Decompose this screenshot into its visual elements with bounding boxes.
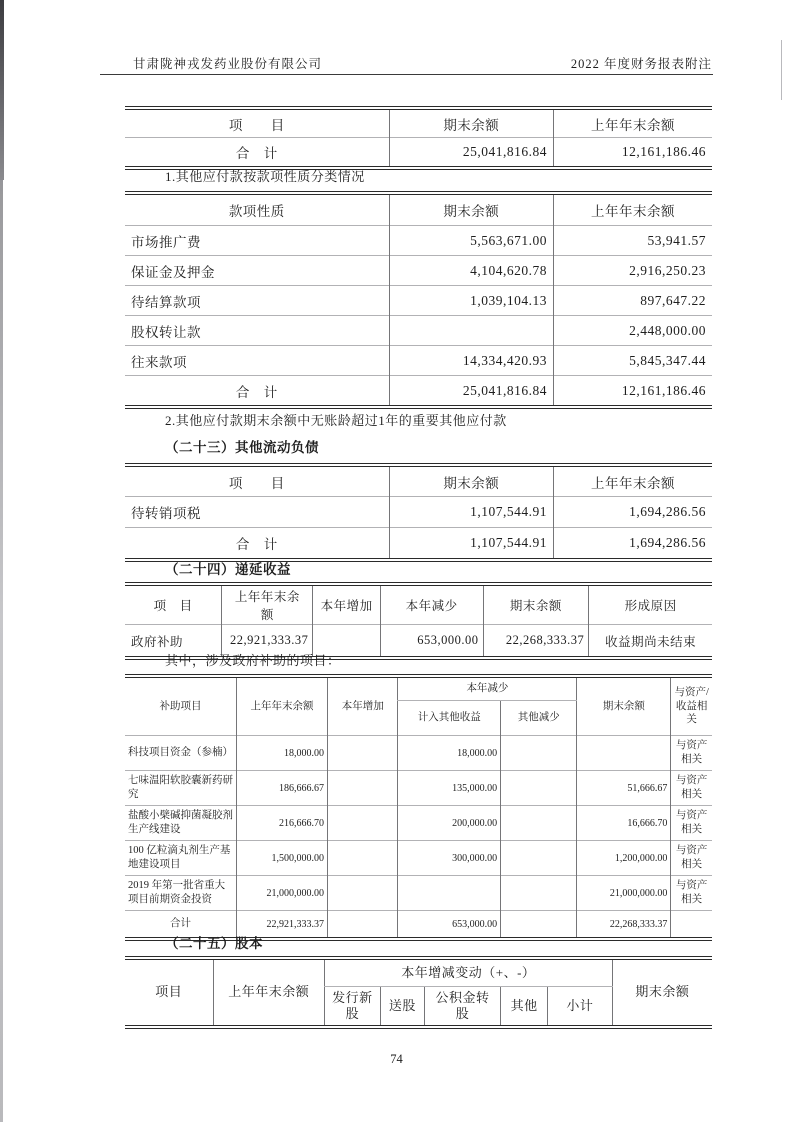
amount-cell: 2,916,250.23 — [554, 256, 713, 286]
table-row — [125, 771, 712, 806]
col-header-current: 期末余额 — [389, 467, 553, 497]
amount-cell: 18,000.00 — [398, 736, 501, 771]
table-row — [125, 346, 712, 376]
col-header-decrease-income: 计入其他收益 — [398, 701, 501, 736]
amount-cell — [501, 911, 577, 938]
payables-by-nature-table — [125, 191, 712, 409]
government-subsidy-table — [125, 674, 712, 941]
row-label: 2019 年第一批省重大项目前期资金投资 — [125, 876, 237, 911]
amount-cell: 22,921,333.37 — [237, 911, 328, 938]
col-header-subsidy-item: 补助项目 — [159, 700, 202, 712]
amount-cell: 21,000,000.00 — [237, 876, 328, 911]
total-label: 合 计 — [125, 528, 389, 559]
col-header-subtotal: 小计 — [548, 987, 613, 1026]
amount-cell: 1,694,286.56 — [554, 528, 713, 559]
col-header-nature: 款项性质 — [228, 204, 285, 219]
row-label: 政府补助 — [125, 625, 222, 657]
header-rule — [100, 74, 713, 75]
relation-cell: 与资产相关 — [671, 841, 712, 876]
amount-cell — [389, 316, 553, 346]
col-header-item: 项 目 — [153, 599, 193, 613]
amount-cell: 25,041,816.84 — [389, 138, 553, 167]
table-header-row — [125, 586, 712, 625]
amount-cell — [328, 911, 398, 938]
col-header-bonus-shares: 送股 — [380, 987, 424, 1026]
row-label: 盐酸小檗碱抑菌凝胶剂生产线建设 — [125, 806, 237, 841]
col-header-prior: 上年年末余额 — [554, 467, 713, 497]
table-row — [125, 841, 712, 876]
table-header-row-group — [125, 678, 712, 701]
amount-cell: 5,845,347.44 — [554, 346, 713, 376]
col-header-other: 其他 — [501, 987, 548, 1026]
amount-cell: 2,448,000.00 — [554, 316, 713, 346]
total-row — [125, 528, 712, 559]
col-header-reason: 形成原因 — [589, 586, 712, 625]
amount-cell: 300,000.00 — [398, 841, 501, 876]
amount-cell: 12,161,186.46 — [554, 376, 713, 406]
col-header-ending: 期末余额 — [612, 960, 712, 1025]
amount-cell: 4,104,620.78 — [389, 256, 553, 286]
table-row — [125, 226, 712, 256]
other-payables-total-table — [125, 106, 712, 170]
amount-cell — [328, 736, 398, 771]
total-row — [125, 376, 712, 406]
amount-cell: 12,161,186.46 — [554, 138, 713, 167]
relation-cell: 与资产相关 — [671, 771, 712, 806]
amount-cell — [328, 841, 398, 876]
amount-cell: 16,666.70 — [577, 806, 671, 841]
table-header-row — [125, 195, 712, 226]
relation-cell — [671, 911, 712, 938]
amount-cell — [328, 806, 398, 841]
col-header-item: 项 目 — [228, 117, 285, 133]
amount-cell: 18,000.00 — [237, 736, 328, 771]
amount-cell: 1,039,104.13 — [389, 286, 553, 316]
amount-cell: 1,200,000.00 — [577, 841, 671, 876]
col-header-current: 期末余额 — [389, 195, 553, 226]
amount-cell: 53,941.57 — [554, 226, 713, 256]
note-no-aged-payables: 2.其他应付款期末余额中无账龄超过1年的重要其他应付款 — [165, 413, 507, 428]
note-payables-by-nature: 1.其他应付款按款项性质分类情况 — [165, 169, 365, 184]
amount-cell — [501, 736, 577, 771]
amount-cell: 1,500,000.00 — [237, 841, 328, 876]
amount-cell: 216,666.70 — [237, 806, 328, 841]
row-label: 市场推广费 — [125, 226, 389, 256]
col-header-prior: 上年年末余额 — [554, 195, 713, 226]
col-header-ending: 期末余额 — [577, 678, 671, 736]
amount-cell — [501, 876, 577, 911]
amount-cell — [328, 876, 398, 911]
col-header-prior: 上年年末余额 — [213, 960, 325, 1025]
share-capital-table — [125, 956, 712, 1029]
amount-cell — [398, 876, 501, 911]
amount-cell: 897,647.22 — [554, 286, 713, 316]
row-label: 保证金及押金 — [125, 256, 389, 286]
table-row — [125, 806, 712, 841]
amount-cell — [501, 841, 577, 876]
table-row — [125, 736, 712, 771]
amount-cell — [577, 736, 671, 771]
amount-cell: 1,694,286.56 — [554, 497, 713, 528]
row-label: 往来款项 — [125, 346, 389, 376]
col-header-change-group: 本年增减变动（+、-） — [325, 960, 613, 987]
row-label: 科技项目资金（参楠） — [125, 736, 237, 771]
amount-cell: 200,000.00 — [398, 806, 501, 841]
table-row — [125, 876, 712, 911]
relation-cell: 与资产相关 — [671, 806, 712, 841]
col-header-new-shares: 发行新股 — [325, 987, 381, 1026]
row-label: 待结算款项 — [125, 286, 389, 316]
amount-cell: 5,563,671.00 — [389, 226, 553, 256]
amount-cell: 186,666.67 — [237, 771, 328, 806]
row-label: 待转销项税 — [125, 497, 389, 528]
section-heading-deferred-income: （二十四）递延收益 — [165, 562, 291, 577]
other-current-liabilities-table — [125, 463, 712, 562]
amount-cell: 22,268,333.37 — [483, 625, 589, 657]
col-header-decrease: 本年减少 — [380, 586, 483, 625]
amount-cell — [328, 771, 398, 806]
col-header-decrease-other: 其他减少 — [501, 701, 577, 736]
table-header-row — [125, 110, 712, 138]
col-header-reserve-to-shares: 公积金转股 — [424, 987, 500, 1026]
table-header-row — [125, 467, 712, 497]
amount-cell: 51,666.67 — [577, 771, 671, 806]
table-row — [125, 256, 712, 286]
section-heading-share-capital: （二十五）股本 — [165, 936, 263, 951]
total-row — [125, 138, 712, 167]
deferred-income-table — [125, 582, 712, 660]
amount-cell: 135,000.00 — [398, 771, 501, 806]
table-header-row-group — [125, 960, 712, 987]
relation-cell: 与资产相关 — [671, 736, 712, 771]
amount-cell — [501, 771, 577, 806]
amount-cell: 1,107,544.91 — [389, 497, 553, 528]
page-number: 74 — [390, 1052, 403, 1066]
company-name: 甘肃陇神戎发药业股份有限公司 — [133, 57, 323, 71]
amount-cell: 22,921,333.37 — [222, 625, 313, 657]
col-header-item: 项目 — [155, 984, 183, 1000]
amount-cell: 653,000.00 — [380, 625, 483, 657]
amount-cell: 1,107,544.91 — [389, 528, 553, 559]
note-government-subsidy-projects: 其中，涉及政府补助的项目： — [165, 653, 341, 668]
amount-cell — [501, 806, 577, 841]
report-title: 2022 年度财务报表附注 — [570, 57, 712, 71]
col-header-increase: 本年增加 — [313, 586, 381, 625]
col-header-current: 期末余额 — [389, 110, 553, 138]
amount-cell: 21,000,000.00 — [577, 876, 671, 911]
col-header-increase: 本年增加 — [328, 678, 398, 736]
row-label: 100 亿粒滴丸剂生产基地建设项目 — [125, 841, 237, 876]
total-label: 合计 — [125, 911, 237, 938]
scan-right-edge-artifact — [781, 40, 782, 100]
col-header-ending: 期末余额 — [483, 586, 589, 625]
col-header-relation: 与资产/收益相关 — [671, 678, 712, 736]
section-heading-other-current-liabilities: （二十三）其他流动负债 — [165, 440, 319, 455]
table-row — [125, 286, 712, 316]
amount-cell: 14,334,420.93 — [389, 346, 553, 376]
col-header-prior: 上年年末余额 — [237, 678, 328, 736]
col-header-decrease-group: 本年减少 — [398, 678, 577, 701]
col-header-item: 项 目 — [228, 475, 285, 491]
table-row — [125, 316, 712, 346]
reason-cell: 收益期尚未结束 — [589, 625, 712, 657]
row-label: 七味温阳软胶囊新药研究 — [125, 771, 237, 806]
row-label: 股权转让款 — [125, 316, 389, 346]
amount-cell: 25,041,816.84 — [389, 376, 553, 406]
scan-corner-smudge — [0, 0, 4, 180]
amount-cell: 22,268,333.37 — [577, 911, 671, 938]
total-label: 合 计 — [125, 376, 389, 406]
col-header-prior: 上年年末余额 — [222, 586, 313, 625]
relation-cell: 与资产相关 — [671, 876, 712, 911]
amount-cell: 653,000.00 — [398, 911, 501, 938]
table-row — [125, 497, 712, 528]
total-label: 合 计 — [125, 138, 389, 167]
col-header-prior: 上年年末余额 — [554, 110, 713, 138]
